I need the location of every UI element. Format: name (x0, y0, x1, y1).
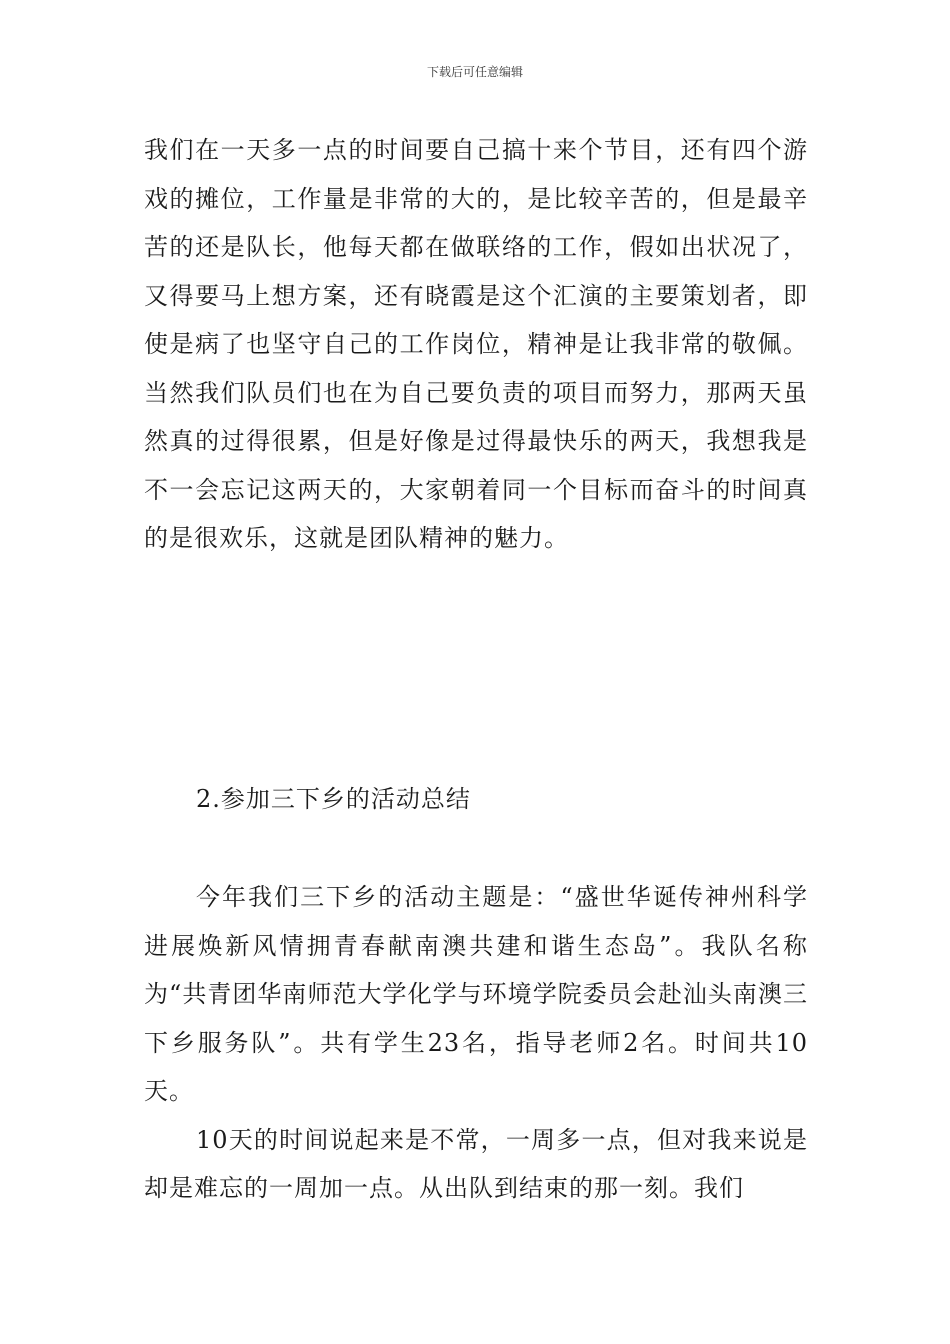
paragraph-3-text: 10天的时间说起来是不常，一周多一点，但对我来说是却是难忘的一周加一点。从出队到结束的那一刻。我们 (144, 1125, 808, 1202)
paragraph-text: 我们在一天多一点的时间要自己搞十来个节目，还有四个游戏的摊位，工作量是非常的大的，是比较辛苦的，但是最辛苦的还是队长，他每天都在做联络的工作，假如出状况了，又得要马上想方案，还有晓霞是这个汇演的主要策划者，即使是病了也坚守自己的工作岗位，精神是让我非常的敬佩。当然我们队员们也在为自己要负责的项目而努力，那两天虽然真的过得很累，但是好像是过得最快乐的两天，我想我是不一会忘记这两天的，大家朝着同一个目标而奋斗的时间真的是很欢乐，这就是团队精神的魅力。 (144, 136, 808, 552)
body-section-2 (144, 873, 808, 1213)
paragraph-2-text: 今年我们三下乡的活动主题是：“盛世华诞传神州科学进展焕新风情拥青春献南澳共建和谐生态岛”。我队名称为“共青团华南师范大学化学与环境学院委员会赴汕头南澳三下乡服务队”。共有学生23名，指导老师2名。时间共10天。 (144, 883, 808, 1105)
section-heading: 2.参加三下乡的活动总结 (196, 785, 471, 813)
page-header-note: 下载后可任意编辑 (426, 65, 523, 79)
body-paragraph-1 (144, 126, 808, 563)
